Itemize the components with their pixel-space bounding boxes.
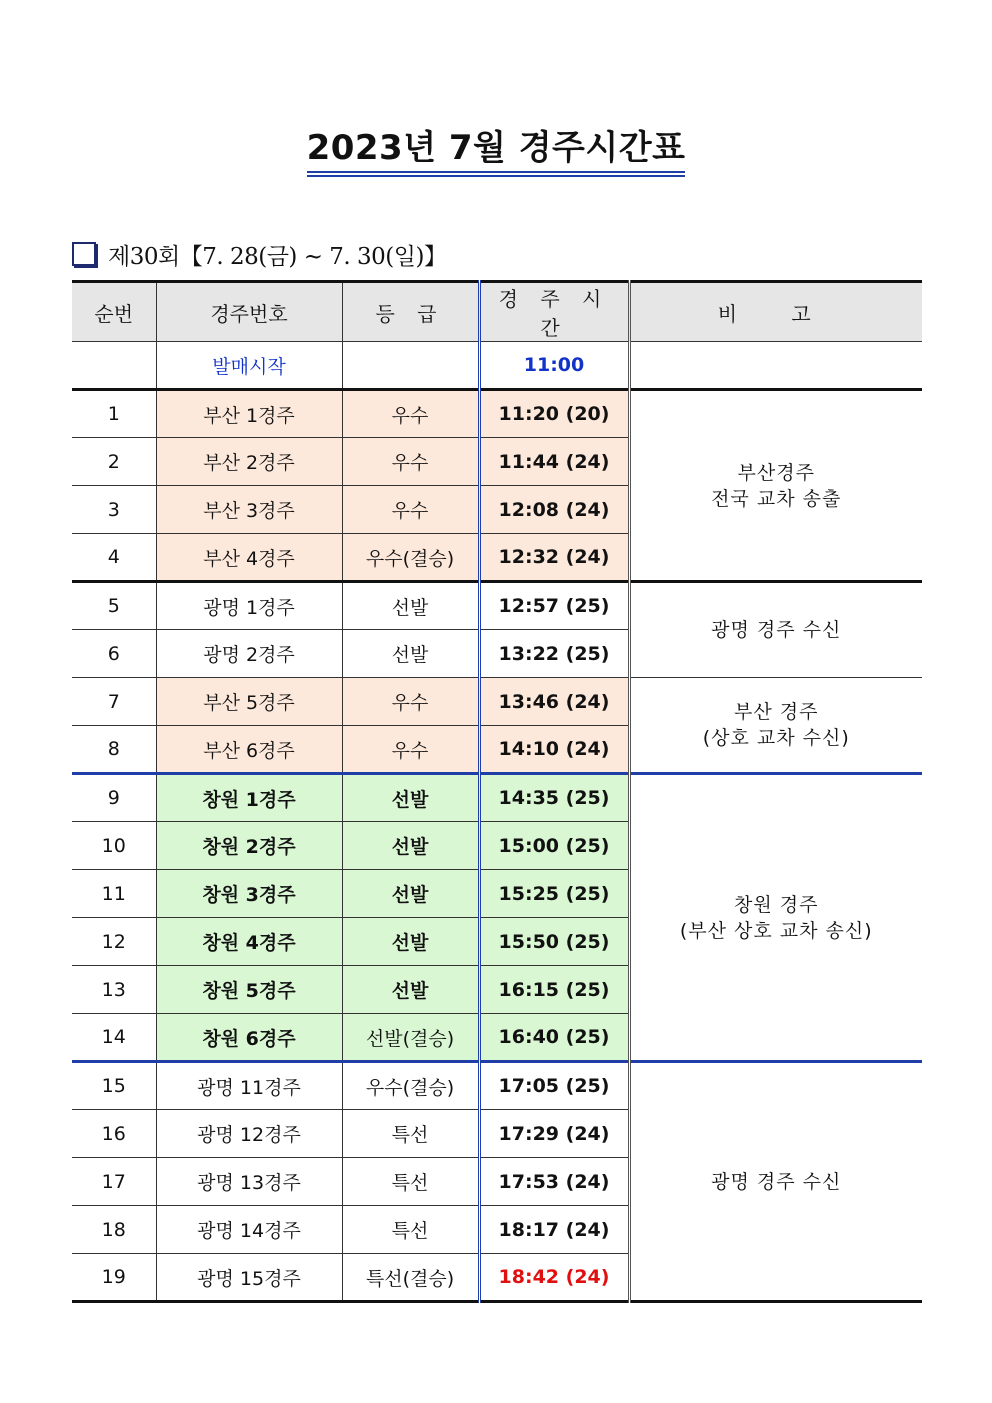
row-time: 12:08 (24) xyxy=(479,486,629,534)
row-grade: 우수(결승) xyxy=(342,1062,479,1110)
session-label: 제30회【7. 28(금) ~ 7. 30(일)】 xyxy=(108,243,447,270)
row-no: 14 xyxy=(72,1014,156,1062)
table-row xyxy=(72,390,922,438)
row-time-last: 18:42 (24) xyxy=(479,1254,629,1302)
row-race: 부산 6경주 xyxy=(156,726,342,774)
row-time: 17:29 (24) xyxy=(479,1110,629,1158)
row-grade: 선발 xyxy=(342,966,479,1014)
row-race: 광명 11경주 xyxy=(156,1062,342,1110)
row-grade: 우수 xyxy=(342,678,479,726)
row-race: 광명 14경주 xyxy=(156,1206,342,1254)
row-grade: 선발 xyxy=(342,822,479,870)
row-grade: 우수 xyxy=(342,438,479,486)
table-row xyxy=(72,1062,922,1110)
row-time: 15:50 (25) xyxy=(479,918,629,966)
row-race: 부산 1경주 xyxy=(156,390,342,438)
row-grade: 선발 xyxy=(342,774,479,822)
sale-time: 11:00 xyxy=(479,342,629,390)
row-no: 9 xyxy=(72,774,156,822)
row-no: 3 xyxy=(72,486,156,534)
row-time: 12:32 (24) xyxy=(479,534,629,582)
row-no: 1 xyxy=(72,390,156,438)
note-changwon: 창원 경주 (부산 상호 교차 송신) xyxy=(629,774,922,1062)
row-race: 창원 6경주 xyxy=(156,1014,342,1062)
row-race: 창원 3경주 xyxy=(156,870,342,918)
table-row xyxy=(72,582,922,630)
header-race: 경주번호 xyxy=(156,282,342,342)
header-time: 경 주 시 간 xyxy=(479,282,629,342)
row-race: 부산 2경주 xyxy=(156,438,342,486)
row-race: 광명 1경주 xyxy=(156,582,342,630)
checkbox-icon xyxy=(72,242,96,266)
row-time: 11:44 (24) xyxy=(479,438,629,486)
row-grade: 우수(결승) xyxy=(342,534,479,582)
row-no: 11 xyxy=(72,870,156,918)
row-time: 15:25 (25) xyxy=(479,870,629,918)
sale-no xyxy=(72,342,156,390)
row-no: 4 xyxy=(72,534,156,582)
title-wrap xyxy=(0,128,992,173)
row-race: 부산 5경주 xyxy=(156,678,342,726)
row-time: 17:05 (25) xyxy=(479,1062,629,1110)
row-grade: 우수 xyxy=(342,486,479,534)
header-no: 순번 xyxy=(72,282,156,342)
row-race: 창원 1경주 xyxy=(156,774,342,822)
row-time: 14:35 (25) xyxy=(479,774,629,822)
row-no: 18 xyxy=(72,1206,156,1254)
row-race: 광명 12경주 xyxy=(156,1110,342,1158)
sale-note xyxy=(629,342,922,390)
note-gwangmyeong-receive-2: 광명 경주 수신 xyxy=(629,1062,922,1302)
row-no: 8 xyxy=(72,726,156,774)
note-gwangmyeong-receive: 광명 경주 수신 xyxy=(629,582,922,678)
header-row xyxy=(72,282,922,342)
row-no: 5 xyxy=(72,582,156,630)
row-grade: 특선 xyxy=(342,1110,479,1158)
row-time: 16:40 (25) xyxy=(479,1014,629,1062)
row-time: 16:15 (25) xyxy=(479,966,629,1014)
row-no: 17 xyxy=(72,1158,156,1206)
row-grade: 우수 xyxy=(342,390,479,438)
row-race: 창원 4경주 xyxy=(156,918,342,966)
row-race: 창원 2경주 xyxy=(156,822,342,870)
row-grade: 선발(결승) xyxy=(342,1014,479,1062)
row-grade: 선발 xyxy=(342,870,479,918)
row-time: 13:22 (25) xyxy=(479,630,629,678)
row-grade: 특선(결승) xyxy=(342,1254,479,1302)
row-time: 13:46 (24) xyxy=(479,678,629,726)
note-busan-send: 부산경주 전국 교차 송출 xyxy=(629,390,922,582)
row-no: 6 xyxy=(72,630,156,678)
row-race: 창원 5경주 xyxy=(156,966,342,1014)
row-grade: 우수 xyxy=(342,726,479,774)
sale-grade xyxy=(342,342,479,390)
row-no: 15 xyxy=(72,1062,156,1110)
sale-start-row xyxy=(72,342,922,390)
row-no: 13 xyxy=(72,966,156,1014)
row-no: 12 xyxy=(72,918,156,966)
row-no: 10 xyxy=(72,822,156,870)
header-note: 비 고 xyxy=(629,282,922,342)
row-race: 광명 2경주 xyxy=(156,630,342,678)
row-race: 광명 15경주 xyxy=(156,1254,342,1302)
row-no: 7 xyxy=(72,678,156,726)
row-grade: 선발 xyxy=(342,918,479,966)
row-grade: 특선 xyxy=(342,1158,479,1206)
row-time: 15:00 (25) xyxy=(479,822,629,870)
row-grade: 선발 xyxy=(342,630,479,678)
row-time: 11:20 (20) xyxy=(479,390,629,438)
row-time: 14:10 (24) xyxy=(479,726,629,774)
row-no: 2 xyxy=(72,438,156,486)
table-row xyxy=(72,774,922,822)
header-grade: 등 급 xyxy=(342,282,479,342)
row-race: 부산 4경주 xyxy=(156,534,342,582)
row-no: 16 xyxy=(72,1110,156,1158)
page-title: 2023년 7월 경주시간표 xyxy=(307,128,686,173)
race-schedule-table xyxy=(72,280,922,1303)
row-no: 19 xyxy=(72,1254,156,1302)
row-race: 부산 3경주 xyxy=(156,486,342,534)
row-time: 12:57 (25) xyxy=(479,582,629,630)
row-grade: 특선 xyxy=(342,1206,479,1254)
row-grade: 선발 xyxy=(342,582,479,630)
note-busan-mutual: 부산 경주 (상호 교차 수신) xyxy=(629,678,922,774)
session-heading xyxy=(72,236,446,272)
row-race: 광명 13경주 xyxy=(156,1158,342,1206)
table-row xyxy=(72,678,922,726)
sale-label: 발매시작 xyxy=(156,342,342,390)
row-time: 17:53 (24) xyxy=(479,1158,629,1206)
row-time: 18:17 (24) xyxy=(479,1206,629,1254)
